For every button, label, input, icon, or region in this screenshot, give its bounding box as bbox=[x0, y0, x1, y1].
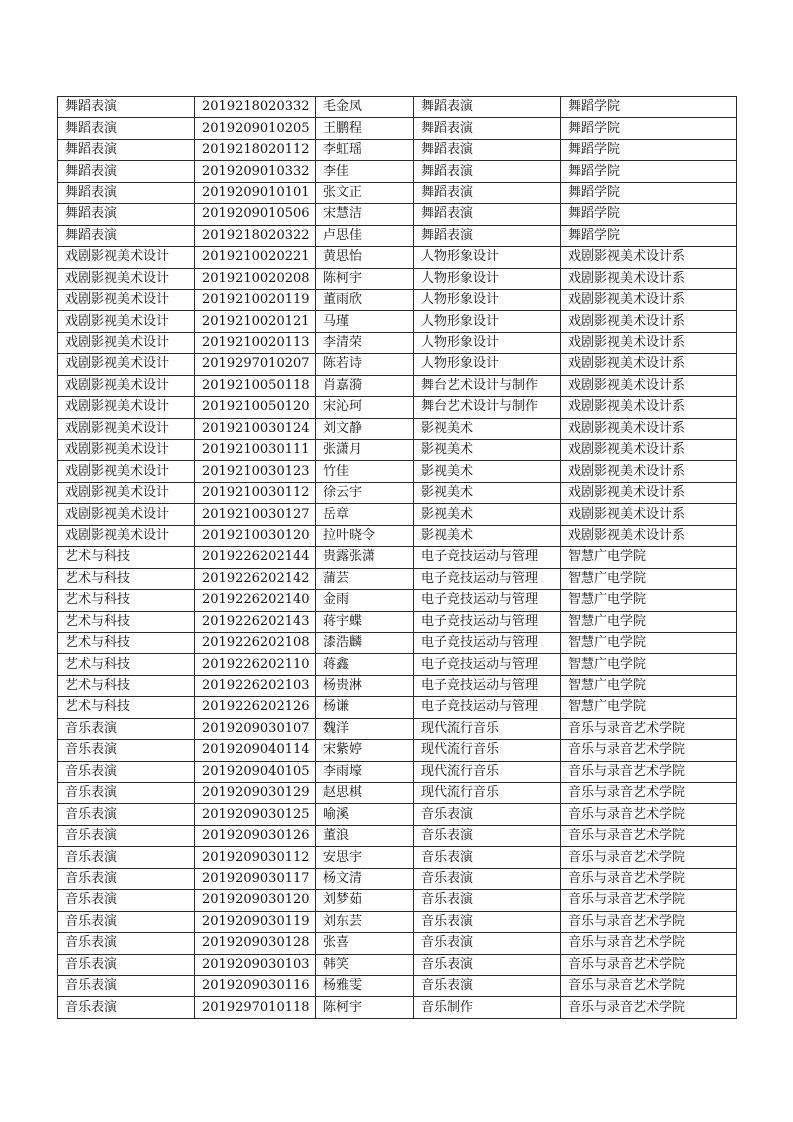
student-id-cell: 2019210030120 bbox=[195, 525, 316, 546]
college-cell: 音乐与录音艺术学院 bbox=[561, 954, 737, 975]
student-name-cell: 毛金凤 bbox=[316, 97, 414, 118]
table-row bbox=[58, 247, 737, 268]
student-id-cell: 2019210030123 bbox=[195, 461, 316, 482]
direction-cell: 影视美术 bbox=[414, 461, 561, 482]
major-cell: 戏剧影视美术设计 bbox=[58, 354, 195, 375]
table-row bbox=[58, 161, 737, 182]
major-cell: 音乐表演 bbox=[58, 847, 195, 868]
student-id-cell: 2019210020208 bbox=[195, 268, 316, 289]
student-name-cell: 漆浩麟 bbox=[316, 632, 414, 653]
major-cell: 音乐表演 bbox=[58, 975, 195, 996]
major-cell: 舞蹈表演 bbox=[58, 204, 195, 225]
direction-cell: 音乐表演 bbox=[414, 890, 561, 911]
direction-cell: 音乐表演 bbox=[414, 868, 561, 889]
student-name-cell: 贵露张潇 bbox=[316, 547, 414, 568]
student-name-cell: 刘东芸 bbox=[316, 911, 414, 932]
direction-cell: 音乐表演 bbox=[414, 825, 561, 846]
table-row bbox=[58, 890, 737, 911]
college-cell: 舞蹈学院 bbox=[561, 118, 737, 139]
major-cell: 戏剧影视美术设计 bbox=[58, 440, 195, 461]
student-id-cell: 2019209030126 bbox=[195, 825, 316, 846]
student-id-cell: 2019297010118 bbox=[195, 997, 316, 1018]
direction-cell: 电子竞技运动与管理 bbox=[414, 547, 561, 568]
student-name-cell: 杨雅雯 bbox=[316, 975, 414, 996]
direction-cell: 人物形象设计 bbox=[414, 268, 561, 289]
student-id-cell: 2019226202103 bbox=[195, 675, 316, 696]
direction-cell: 人物形象设计 bbox=[414, 247, 561, 268]
major-cell: 音乐表演 bbox=[58, 868, 195, 889]
student-name-cell: 金雨 bbox=[316, 590, 414, 611]
college-cell: 音乐与录音艺术学院 bbox=[561, 740, 737, 761]
college-cell: 智慧广电学院 bbox=[561, 697, 737, 718]
table-row bbox=[58, 182, 737, 203]
table-row bbox=[58, 118, 737, 139]
direction-cell: 现代流行音乐 bbox=[414, 718, 561, 739]
college-cell: 音乐与录音艺术学院 bbox=[561, 975, 737, 996]
student-id-cell: 2019226202143 bbox=[195, 611, 316, 632]
major-cell: 戏剧影视美术设计 bbox=[58, 525, 195, 546]
table-row bbox=[58, 825, 737, 846]
table-row bbox=[58, 525, 737, 546]
direction-cell: 舞蹈表演 bbox=[414, 182, 561, 203]
college-cell: 舞蹈学院 bbox=[561, 182, 737, 203]
table-row bbox=[58, 611, 737, 632]
student-name-cell: 黄思怡 bbox=[316, 247, 414, 268]
college-cell: 戏剧影视美术设计系 bbox=[561, 461, 737, 482]
direction-cell: 舞蹈表演 bbox=[414, 204, 561, 225]
student-id-cell: 2019209030120 bbox=[195, 890, 316, 911]
major-cell: 艺术与科技 bbox=[58, 697, 195, 718]
college-cell: 音乐与录音艺术学院 bbox=[561, 825, 737, 846]
student-name-cell: 竹佳 bbox=[316, 461, 414, 482]
student-name-cell: 王鹏程 bbox=[316, 118, 414, 139]
college-cell: 音乐与录音艺术学院 bbox=[561, 997, 737, 1018]
college-cell: 舞蹈学院 bbox=[561, 225, 737, 246]
direction-cell: 人物形象设计 bbox=[414, 311, 561, 332]
student-name-cell: 李佳 bbox=[316, 161, 414, 182]
college-cell: 智慧广电学院 bbox=[561, 675, 737, 696]
major-cell: 艺术与科技 bbox=[58, 568, 195, 589]
direction-cell: 影视美术 bbox=[414, 440, 561, 461]
major-cell: 艺术与科技 bbox=[58, 675, 195, 696]
student-id-cell: 2019210050120 bbox=[195, 397, 316, 418]
direction-cell: 现代流行音乐 bbox=[414, 783, 561, 804]
student-name-cell: 安思宇 bbox=[316, 847, 414, 868]
major-cell: 艺术与科技 bbox=[58, 590, 195, 611]
table-row bbox=[58, 225, 737, 246]
major-cell: 戏剧影视美术设计 bbox=[58, 332, 195, 353]
table-row bbox=[58, 847, 737, 868]
college-cell: 戏剧影视美术设计系 bbox=[561, 482, 737, 503]
student-id-cell: 2019209030128 bbox=[195, 933, 316, 954]
major-cell: 舞蹈表演 bbox=[58, 225, 195, 246]
college-cell: 智慧广电学院 bbox=[561, 632, 737, 653]
direction-cell: 音乐表演 bbox=[414, 804, 561, 825]
student-name-cell: 杨谦 bbox=[316, 697, 414, 718]
major-cell: 音乐表演 bbox=[58, 761, 195, 782]
student-name-cell: 拉叶晓令 bbox=[316, 525, 414, 546]
college-cell: 戏剧影视美术设计系 bbox=[561, 332, 737, 353]
direction-cell: 舞蹈表演 bbox=[414, 225, 561, 246]
student-name-cell: 董浪 bbox=[316, 825, 414, 846]
major-cell: 戏剧影视美术设计 bbox=[58, 289, 195, 310]
college-cell: 戏剧影视美术设计系 bbox=[561, 289, 737, 310]
college-cell: 智慧广电学院 bbox=[561, 547, 737, 568]
direction-cell: 影视美术 bbox=[414, 504, 561, 525]
direction-cell: 音乐制作 bbox=[414, 997, 561, 1018]
major-cell: 艺术与科技 bbox=[58, 611, 195, 632]
major-cell: 音乐表演 bbox=[58, 911, 195, 932]
direction-cell: 电子竞技运动与管理 bbox=[414, 568, 561, 589]
direction-cell: 电子竞技运动与管理 bbox=[414, 675, 561, 696]
student-name-cell: 卢思佳 bbox=[316, 225, 414, 246]
table-row bbox=[58, 332, 737, 353]
direction-cell: 现代流行音乐 bbox=[414, 740, 561, 761]
student-name-cell: 陈柯宇 bbox=[316, 268, 414, 289]
college-cell: 舞蹈学院 bbox=[561, 161, 737, 182]
college-cell: 戏剧影视美术设计系 bbox=[561, 397, 737, 418]
table-row bbox=[58, 354, 737, 375]
table-row bbox=[58, 804, 737, 825]
major-cell: 音乐表演 bbox=[58, 804, 195, 825]
student-name-cell: 赵思棋 bbox=[316, 783, 414, 804]
student-id-cell: 2019209030129 bbox=[195, 783, 316, 804]
major-cell: 戏剧影视美术设计 bbox=[58, 397, 195, 418]
table-row bbox=[58, 418, 737, 439]
college-cell: 戏剧影视美术设计系 bbox=[561, 525, 737, 546]
table-row bbox=[58, 268, 737, 289]
table-row bbox=[58, 740, 737, 761]
college-cell: 戏剧影视美术设计系 bbox=[561, 375, 737, 396]
student-id-cell: 2019210030112 bbox=[195, 482, 316, 503]
student-name-cell: 蒋宇蝶 bbox=[316, 611, 414, 632]
student-id-cell: 2019218020332 bbox=[195, 97, 316, 118]
table-row bbox=[58, 482, 737, 503]
student-name-cell: 岳章 bbox=[316, 504, 414, 525]
student-name-cell: 喻溪 bbox=[316, 804, 414, 825]
table-row bbox=[58, 397, 737, 418]
student-id-cell: 2019210030124 bbox=[195, 418, 316, 439]
direction-cell: 音乐表演 bbox=[414, 933, 561, 954]
student-name-cell: 魏洋 bbox=[316, 718, 414, 739]
student-name-cell: 宋紫婷 bbox=[316, 740, 414, 761]
student-id-cell: 2019226202108 bbox=[195, 632, 316, 653]
student-name-cell: 刘梦茹 bbox=[316, 890, 414, 911]
table-row bbox=[58, 632, 737, 653]
college-cell: 戏剧影视美术设计系 bbox=[561, 418, 737, 439]
table-row bbox=[58, 461, 737, 482]
college-cell: 戏剧影视美术设计系 bbox=[561, 311, 737, 332]
direction-cell: 现代流行音乐 bbox=[414, 761, 561, 782]
direction-cell: 电子竞技运动与管理 bbox=[414, 632, 561, 653]
table-row bbox=[58, 590, 737, 611]
college-cell: 智慧广电学院 bbox=[561, 590, 737, 611]
major-cell: 戏剧影视美术设计 bbox=[58, 375, 195, 396]
direction-cell: 影视美术 bbox=[414, 525, 561, 546]
direction-cell: 电子竞技运动与管理 bbox=[414, 611, 561, 632]
student-name-cell: 杨贵淋 bbox=[316, 675, 414, 696]
direction-cell: 音乐表演 bbox=[414, 911, 561, 932]
student-id-cell: 2019209040105 bbox=[195, 761, 316, 782]
direction-cell: 音乐表演 bbox=[414, 954, 561, 975]
direction-cell: 音乐表演 bbox=[414, 975, 561, 996]
major-cell: 音乐表演 bbox=[58, 954, 195, 975]
major-cell: 舞蹈表演 bbox=[58, 118, 195, 139]
major-cell: 戏剧影视美术设计 bbox=[58, 268, 195, 289]
table-row bbox=[58, 697, 737, 718]
student-id-cell: 2019226202140 bbox=[195, 590, 316, 611]
student-name-cell: 宋慧洁 bbox=[316, 204, 414, 225]
direction-cell: 舞蹈表演 bbox=[414, 118, 561, 139]
college-cell: 音乐与录音艺术学院 bbox=[561, 718, 737, 739]
table-row bbox=[58, 311, 737, 332]
table-row bbox=[58, 911, 737, 932]
major-cell: 舞蹈表演 bbox=[58, 182, 195, 203]
table-row bbox=[58, 204, 737, 225]
student-id-cell: 2019210030111 bbox=[195, 440, 316, 461]
student-id-cell: 2019218020112 bbox=[195, 139, 316, 160]
major-cell: 音乐表演 bbox=[58, 890, 195, 911]
student-name-cell: 张喜 bbox=[316, 933, 414, 954]
student-id-cell: 2019209030107 bbox=[195, 718, 316, 739]
major-cell: 戏剧影视美术设计 bbox=[58, 504, 195, 525]
college-cell: 音乐与录音艺术学院 bbox=[561, 933, 737, 954]
major-cell: 音乐表演 bbox=[58, 825, 195, 846]
table-row bbox=[58, 933, 737, 954]
student-id-cell: 2019209030112 bbox=[195, 847, 316, 868]
table-row bbox=[58, 289, 737, 310]
college-cell: 音乐与录音艺术学院 bbox=[561, 911, 737, 932]
major-cell: 音乐表演 bbox=[58, 740, 195, 761]
student-id-cell: 2019210020221 bbox=[195, 247, 316, 268]
table-row bbox=[58, 568, 737, 589]
table-row bbox=[58, 440, 737, 461]
student-id-cell: 2019209030117 bbox=[195, 868, 316, 889]
student-name-cell: 韩笑 bbox=[316, 954, 414, 975]
table-row bbox=[58, 954, 737, 975]
student-id-cell: 2019210020121 bbox=[195, 311, 316, 332]
student-id-cell: 2019209010332 bbox=[195, 161, 316, 182]
direction-cell: 影视美术 bbox=[414, 418, 561, 439]
student-id-cell: 2019226202142 bbox=[195, 568, 316, 589]
student-id-cell: 2019297010207 bbox=[195, 354, 316, 375]
table-row bbox=[58, 375, 737, 396]
student-name-cell: 李清荣 bbox=[316, 332, 414, 353]
major-cell: 艺术与科技 bbox=[58, 632, 195, 653]
college-cell: 舞蹈学院 bbox=[561, 204, 737, 225]
student-name-cell: 董雨欣 bbox=[316, 289, 414, 310]
student-name-cell: 蒋鑫 bbox=[316, 654, 414, 675]
college-cell: 戏剧影视美术设计系 bbox=[561, 440, 737, 461]
student-id-cell: 2019209030103 bbox=[195, 954, 316, 975]
direction-cell: 电子竞技运动与管理 bbox=[414, 697, 561, 718]
direction-cell: 电子竞技运动与管理 bbox=[414, 590, 561, 611]
direction-cell: 人物形象设计 bbox=[414, 289, 561, 310]
table-row bbox=[58, 97, 737, 118]
college-cell: 舞蹈学院 bbox=[561, 139, 737, 160]
college-cell: 音乐与录音艺术学院 bbox=[561, 783, 737, 804]
major-cell: 戏剧影视美术设计 bbox=[58, 311, 195, 332]
student-id-cell: 2019209010101 bbox=[195, 182, 316, 203]
student-id-cell: 2019209010205 bbox=[195, 118, 316, 139]
student-name-cell: 徐云宇 bbox=[316, 482, 414, 503]
college-cell: 戏剧影视美术设计系 bbox=[561, 247, 737, 268]
direction-cell: 人物形象设计 bbox=[414, 354, 561, 375]
student-id-cell: 2019226202126 bbox=[195, 697, 316, 718]
table-row bbox=[58, 718, 737, 739]
student-name-cell: 李雨壕 bbox=[316, 761, 414, 782]
major-cell: 艺术与科技 bbox=[58, 547, 195, 568]
student-name-cell: 宋沁珂 bbox=[316, 397, 414, 418]
college-cell: 戏剧影视美术设计系 bbox=[561, 268, 737, 289]
direction-cell: 舞蹈表演 bbox=[414, 139, 561, 160]
student-roster-body bbox=[58, 97, 737, 1019]
table-row bbox=[58, 547, 737, 568]
college-cell: 戏剧影视美术设计系 bbox=[561, 354, 737, 375]
college-cell: 音乐与录音艺术学院 bbox=[561, 890, 737, 911]
student-id-cell: 2019226202144 bbox=[195, 547, 316, 568]
college-cell: 智慧广电学院 bbox=[561, 568, 737, 589]
student-name-cell: 肖嘉漪 bbox=[316, 375, 414, 396]
student-id-cell: 2019209040114 bbox=[195, 740, 316, 761]
major-cell: 戏剧影视美术设计 bbox=[58, 461, 195, 482]
major-cell: 艺术与科技 bbox=[58, 654, 195, 675]
college-cell: 智慧广电学院 bbox=[561, 654, 737, 675]
direction-cell: 电子竞技运动与管理 bbox=[414, 654, 561, 675]
student-id-cell: 2019226202110 bbox=[195, 654, 316, 675]
direction-cell: 音乐表演 bbox=[414, 847, 561, 868]
major-cell: 音乐表演 bbox=[58, 718, 195, 739]
major-cell: 音乐表演 bbox=[58, 933, 195, 954]
college-cell: 舞蹈学院 bbox=[561, 97, 737, 118]
table-row bbox=[58, 675, 737, 696]
college-cell: 音乐与录音艺术学院 bbox=[561, 804, 737, 825]
direction-cell: 舞蹈表演 bbox=[414, 97, 561, 118]
student-name-cell: 马瑾 bbox=[316, 311, 414, 332]
major-cell: 音乐表演 bbox=[58, 783, 195, 804]
college-cell: 音乐与录音艺术学院 bbox=[561, 847, 737, 868]
college-cell: 音乐与录音艺术学院 bbox=[561, 868, 737, 889]
table-row bbox=[58, 783, 737, 804]
table-row bbox=[58, 975, 737, 996]
college-cell: 智慧广电学院 bbox=[561, 611, 737, 632]
table-row bbox=[58, 761, 737, 782]
table-row bbox=[58, 139, 737, 160]
student-name-cell: 陈柯宇 bbox=[316, 997, 414, 1018]
student-name-cell: 陈若诗 bbox=[316, 354, 414, 375]
direction-cell: 舞蹈表演 bbox=[414, 161, 561, 182]
direction-cell: 影视美术 bbox=[414, 482, 561, 503]
college-cell: 戏剧影视美术设计系 bbox=[561, 504, 737, 525]
student-name-cell: 张潇月 bbox=[316, 440, 414, 461]
student-id-cell: 2019218020322 bbox=[195, 225, 316, 246]
major-cell: 戏剧影视美术设计 bbox=[58, 482, 195, 503]
table-row bbox=[58, 654, 737, 675]
student-name-cell: 蒲芸 bbox=[316, 568, 414, 589]
student-id-cell: 2019210020113 bbox=[195, 332, 316, 353]
student-id-cell: 2019210030127 bbox=[195, 504, 316, 525]
direction-cell: 人物形象设计 bbox=[414, 332, 561, 353]
student-id-cell: 2019210020119 bbox=[195, 289, 316, 310]
table-row bbox=[58, 504, 737, 525]
major-cell: 舞蹈表演 bbox=[58, 161, 195, 182]
student-name-cell: 李虹瑶 bbox=[316, 139, 414, 160]
major-cell: 舞蹈表演 bbox=[58, 97, 195, 118]
student-id-cell: 2019209030116 bbox=[195, 975, 316, 996]
direction-cell: 舞台艺术设计与制作 bbox=[414, 375, 561, 396]
student-roster-table bbox=[57, 96, 737, 1019]
student-name-cell: 张文正 bbox=[316, 182, 414, 203]
student-name-cell: 杨文清 bbox=[316, 868, 414, 889]
direction-cell: 舞台艺术设计与制作 bbox=[414, 397, 561, 418]
major-cell: 音乐表演 bbox=[58, 997, 195, 1018]
student-id-cell: 2019209030119 bbox=[195, 911, 316, 932]
student-name-cell: 刘文静 bbox=[316, 418, 414, 439]
student-id-cell: 2019210050118 bbox=[195, 375, 316, 396]
college-cell: 音乐与录音艺术学院 bbox=[561, 761, 737, 782]
major-cell: 戏剧影视美术设计 bbox=[58, 418, 195, 439]
student-id-cell: 2019209030125 bbox=[195, 804, 316, 825]
table-row bbox=[58, 868, 737, 889]
table-row bbox=[58, 997, 737, 1018]
major-cell: 舞蹈表演 bbox=[58, 139, 195, 160]
student-id-cell: 2019209010506 bbox=[195, 204, 316, 225]
major-cell: 戏剧影视美术设计 bbox=[58, 247, 195, 268]
